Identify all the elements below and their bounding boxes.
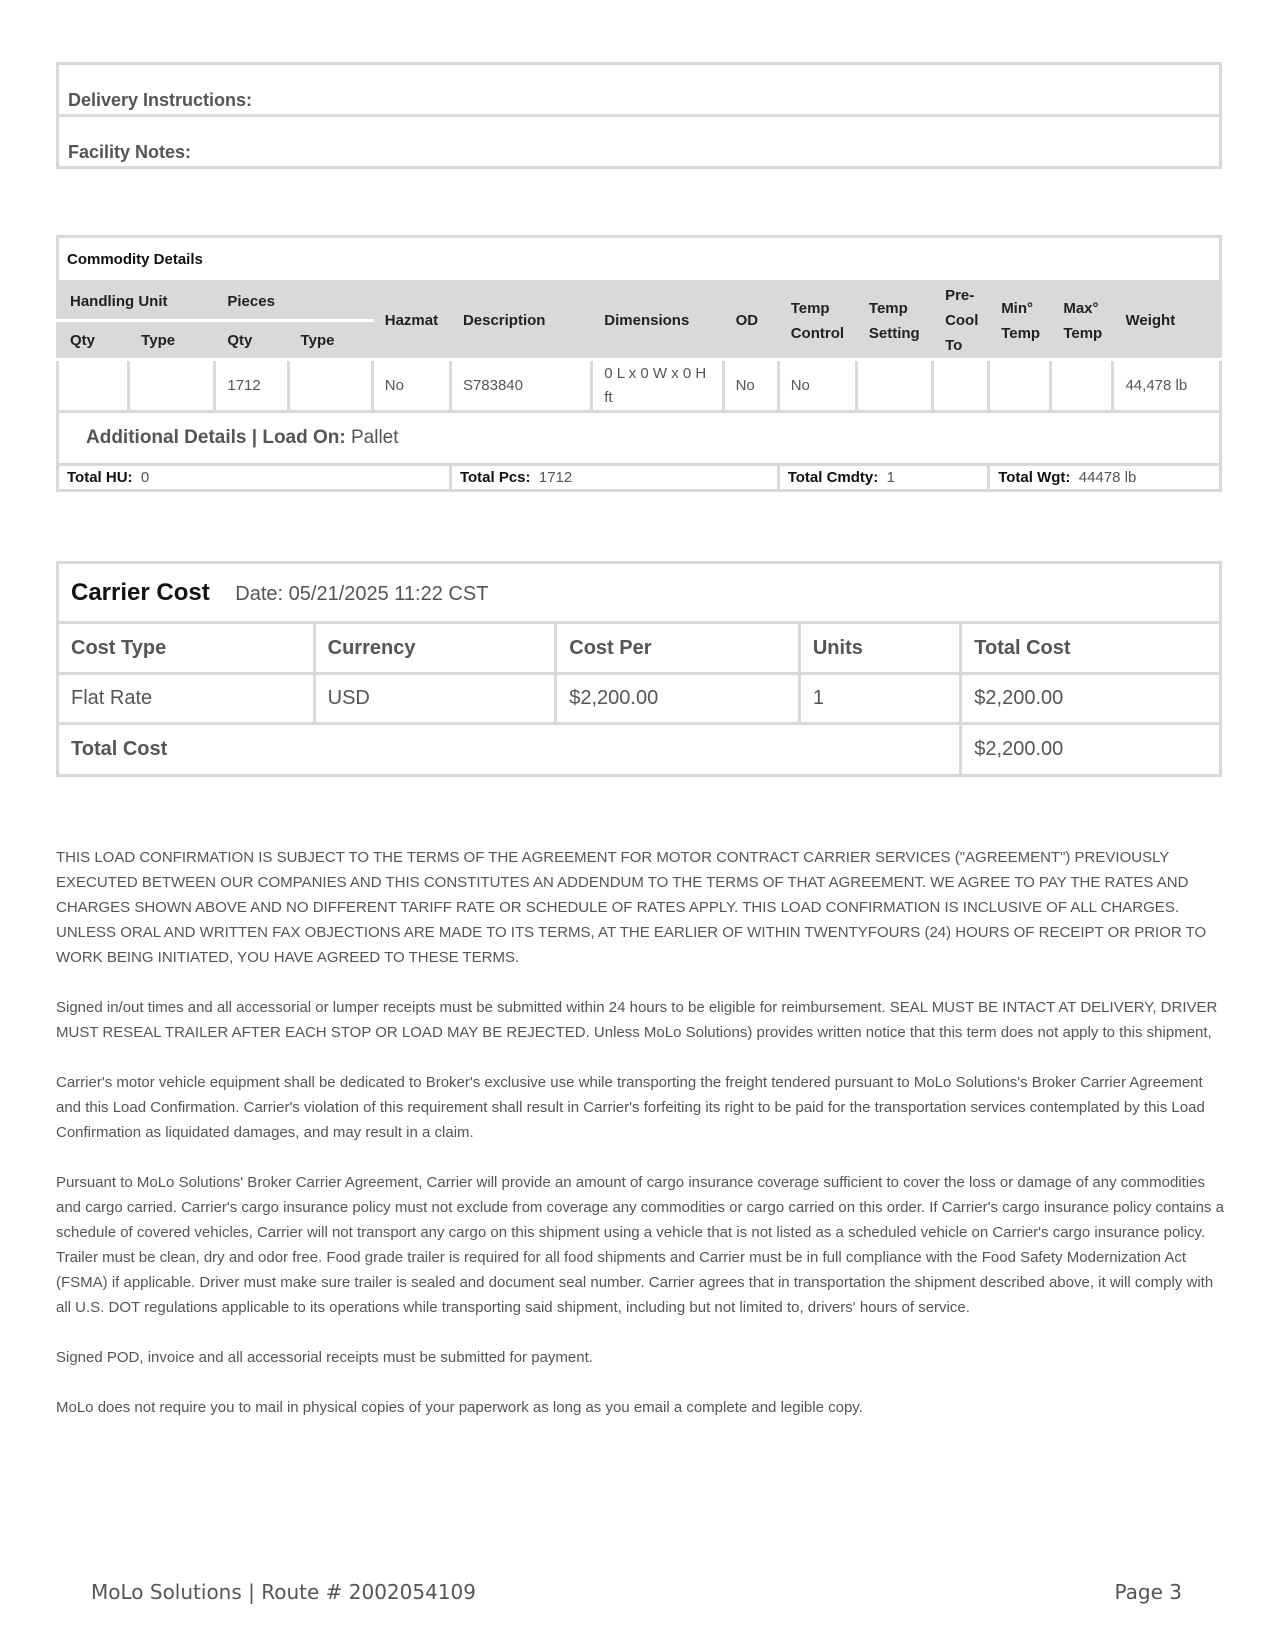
od-cell: No (723, 360, 778, 412)
hazmat-cell: No (372, 360, 450, 412)
commodity-details-title: Commodity Details (58, 237, 1221, 282)
additional-details (58, 412, 1221, 465)
cost-per-header: Cost Per (556, 623, 800, 674)
max-temp-cell (1051, 360, 1113, 412)
hu-type-cell (129, 360, 215, 412)
delivery-instructions-cell (58, 64, 1221, 116)
carrier-cost-date: Date: 05/21/2025 11:22 CST (235, 582, 489, 605)
terms-paragraph: Signed POD, invoice and all accessorial receipts must be submitted for payment. (56, 1349, 593, 1366)
max-temp-header: Max° Temp (1051, 282, 1113, 360)
additional-details-label: Additional Details | Load On: (86, 427, 346, 448)
od-header: OD (723, 282, 778, 360)
hazmat-header: Hazmat (372, 282, 450, 360)
total-wgt-value: 44478 lb (1078, 469, 1137, 486)
units-cell: 1 (799, 674, 960, 724)
terms-paragraph: Signed in/out times and all accessorial or lumper receipts must be submitted within 24 hours to be eligible for reimbursement. SEAL MUST BE INTACT AT DELIVERY, DRIVER MUST RESEAL TRAILER AFTER EACH STOP OR LOAD MAY BE REJECTED. Unless MoLo Solutions) provides written notice that this term does not apply to this shipment, (56, 999, 1218, 1041)
pieces-header: Pieces (215, 282, 372, 321)
carrier-cost-header (58, 563, 1221, 623)
terms-paragraph: Pursuant to MoLo Solutions' Broker Carrier Agreement, Carrier will provide an amount of cargo insurance coverage sufficient to cover the loss or damage of any commodities and cargo carried. Carrier's cargo insurance policy must not exclude from coverage any commodities or cargo carried on this order. If Carrier's cargo insurance policy contains a schedule of covered vehicles, Carrier will not transport any cargo on this shipment using a vehicle that is not listed as a scheduled vehicle on Carrier's cargo insurance policy. Trailer must be clean, dry and odor free. Food grade trailer is required for all food shipments and Carrier must be in full compliance with the Food Safety Modernization Act (FSMA) if applicable. Driver must make sure trailer is sealed and document seal number. Carrier agrees that in transportation the shipment described above, it will comply with all U.S. DOT regulations applicable to its operations while transporting said shipment, including but not limited to, drivers' hours of service. (56, 1174, 1224, 1316)
temp-setting-header: Temp Setting (856, 282, 932, 360)
currency-cell: USD (314, 674, 556, 724)
min-temp-header: Min° Temp (989, 282, 1051, 360)
terms-paragraph: Carrier's motor vehicle equipment shall be dedicated to Broker's exclusive use while transporting the freight tendered pursuant to MoLo Solutions's Broker Carrier Agreement and this Load Confirmation. Carrier's violation of this requirement shall result in Carrier's forfeiting its right to be paid for the transportation services contemplated by this Load Confirmation as liquidated damages, and may result in a claim. (56, 1074, 1205, 1141)
total-hu-label: Total HU: (67, 469, 133, 486)
total-cmdty (778, 465, 988, 491)
description-cell: S783840 (450, 360, 591, 412)
total-hu-value: 0 (140, 469, 150, 486)
table-row (58, 674, 1221, 724)
facility-notes-label: Facility Notes: (68, 142, 192, 162)
total-pcs-label: Total Pcs: (459, 469, 531, 486)
total-cmdty-value: 1 (886, 469, 895, 486)
carrier-cost-table (56, 561, 1222, 777)
total-wgt-label: Total Wgt: (998, 469, 1071, 486)
commodity-details-table (56, 235, 1222, 492)
handling-unit-header: Handling Unit (58, 282, 215, 321)
carrier-cost-title: Carrier Cost (71, 578, 210, 606)
delivery-instructions-label: Delivery Instructions: (68, 90, 253, 110)
facility-notes-cell (58, 116, 1221, 168)
total-cost-value: $2,200.00 (961, 724, 1221, 776)
terms-paragraph: THIS LOAD CONFIRMATION IS SUBJECT TO THE TERMS OF THE AGREEMENT FOR MOTOR CONTRACT CARRIER SERVICES ("AGREEMENT") PREVIOUSLY EXECUTED BETWEEN OUR COMPANIES AND THIS CONSTITUTES AN ADDENDUM TO THE TERMS OF THAT AGREEMENT. WE AGREE TO PAY THE RATES AND CHARGES SHOWN ABOVE AND NO DIFFERENT TARIFF RATE OR SCHEDULE OF RATES APPLY. THIS LOAD CONFIRMATION IS INCLUSIVE OF ALL CHARGES. UNLESS ORAL AND WRITTEN FAX OBJECTIONS ARE MADE TO ITS TERMS, AT THE EARLIER OF WITHIN TWENTYFOURS (24) HOURS OF RECEIPT OR PRIOR TO WORK BEING INITIATED, YOU HAVE AGREED TO THESE TERMS. (56, 849, 1207, 966)
temp-control-header: Temp Control (778, 282, 856, 360)
total-wgt (989, 465, 1221, 491)
units-header: Units (799, 623, 960, 674)
notes-table (56, 62, 1222, 169)
hu-qty-header: Qty (58, 321, 129, 360)
table-row (58, 360, 1221, 412)
description-header: Description (450, 282, 591, 360)
terms-text (56, 845, 1226, 1445)
weight-header: Weight (1113, 282, 1221, 360)
min-temp-cell (989, 360, 1051, 412)
currency-header: Currency (314, 623, 556, 674)
pc-type-cell (288, 360, 372, 412)
total-cost-header: Total Cost (961, 623, 1221, 674)
terms-paragraph: MoLo does not require you to mail in physical copies of your paperwork as long as you email a complete and legible copy. (56, 1399, 863, 1416)
hu-qty-cell (58, 360, 129, 412)
cost-type-cell: Flat Rate (58, 674, 315, 724)
total-cost-cell: $2,200.00 (961, 674, 1221, 724)
pre-cool-cell (933, 360, 989, 412)
total-pcs (450, 465, 778, 491)
dimensions-header: Dimensions (592, 282, 723, 360)
temp-control-cell: No (778, 360, 856, 412)
total-pcs-value: 1712 (538, 469, 573, 486)
cost-type-header: Cost Type (58, 623, 315, 674)
temp-setting-cell (856, 360, 932, 412)
total-cmdty-label: Total Cmdty: (787, 469, 879, 486)
total-hu (58, 465, 451, 491)
load-on-value: Pallet (351, 427, 399, 448)
cost-per-cell: $2,200.00 (556, 674, 800, 724)
dimensions-cell: 0 L x 0 W x 0 H ft (592, 360, 723, 412)
pre-cool-header: Pre-Cool To (933, 282, 989, 360)
pc-qty-cell: 1712 (215, 360, 288, 412)
footer-page-number: Page 3 (1114, 1580, 1182, 1604)
total-cost-label: Total Cost (58, 724, 961, 776)
pc-type-header: Type (288, 321, 372, 360)
footer-route: MoLo Solutions | Route # 2002054109 (91, 1580, 476, 1604)
hu-type-header: Type (129, 321, 215, 360)
weight-cell: 44,478 lb (1113, 360, 1221, 412)
pc-qty-header: Qty (215, 321, 288, 360)
